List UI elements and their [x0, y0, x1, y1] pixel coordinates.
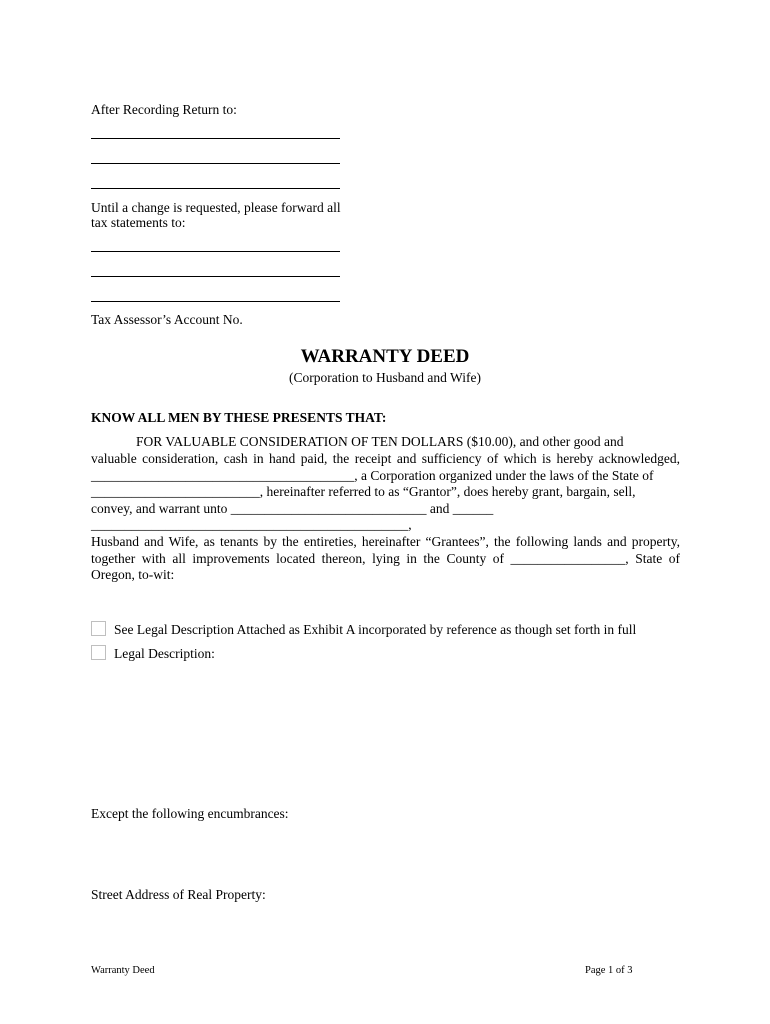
know-all-men-heading: KNOW ALL MEN BY THESE PRESENTS THAT: — [91, 410, 387, 425]
exhibit-a-label: See Legal Description Attached as Exhibit A incorporated by reference as though set forth in full — [114, 622, 637, 637]
body-line-5: convey, and warrant unto _____________________________ and ______ — [91, 500, 494, 516]
tax-forward-label-line2: tax statements to: — [91, 215, 186, 230]
encumbrances-label: Except the following encumbrances: — [91, 806, 289, 821]
footer-page-number: Page 1 of 3 — [585, 965, 633, 976]
legal-description-label: Legal Description: — [114, 646, 215, 661]
tax-forward-label-line1: Until a change is requested, please forward all — [91, 200, 341, 215]
return-address-line-2 — [91, 163, 340, 164]
document-title: WARRANTY DEED — [300, 346, 470, 367]
after-recording-label: After Recording Return to: — [91, 102, 237, 117]
body-line-9: Oregon, to-wit: — [91, 567, 175, 583]
footer-document-name: Warranty Deed — [91, 965, 155, 976]
body-line-1: FOR VALUABLE CONSIDERATION OF TEN DOLLARS ($10.00), and other good and — [136, 434, 624, 449]
document-subtitle: (Corporation to Husband and Wife) — [289, 370, 481, 385]
body-line-6: _______________________________________________, — [91, 517, 412, 533]
body-line-3: _______________________________________, a Corporation organized under the laws of the State of — [91, 467, 654, 483]
exhibit-a-checkbox[interactable] — [91, 621, 106, 636]
return-address-line-3 — [91, 188, 340, 189]
body-paragraph — [91, 451, 680, 584]
body-line-7: Husband and Wife, as tenants by the entireties, hereinafter “Grantees”, the following lands and property, — [91, 533, 680, 549]
legal-description-checkbox[interactable] — [91, 645, 106, 660]
tax-address-line-2 — [91, 276, 340, 277]
return-address-line-1 — [91, 138, 340, 139]
body-line-8: together with all improvements located thereon, lying in the County of _________________, State of — [91, 550, 680, 566]
tax-account-label: Tax Assessor’s Account No. — [91, 312, 243, 327]
body-line-4: _________________________, hereinafter referred to as “Grantor”, does hereby grant, bargain, sell, — [91, 484, 636, 500]
tax-address-line-3 — [91, 301, 340, 302]
tax-address-line-1 — [91, 251, 340, 252]
body-line-2: valuable consideration, cash in hand paid, the receipt and sufficiency of which is hereby acknowledged, — [91, 451, 680, 466]
street-address-label: Street Address of Real Property: — [91, 887, 266, 902]
